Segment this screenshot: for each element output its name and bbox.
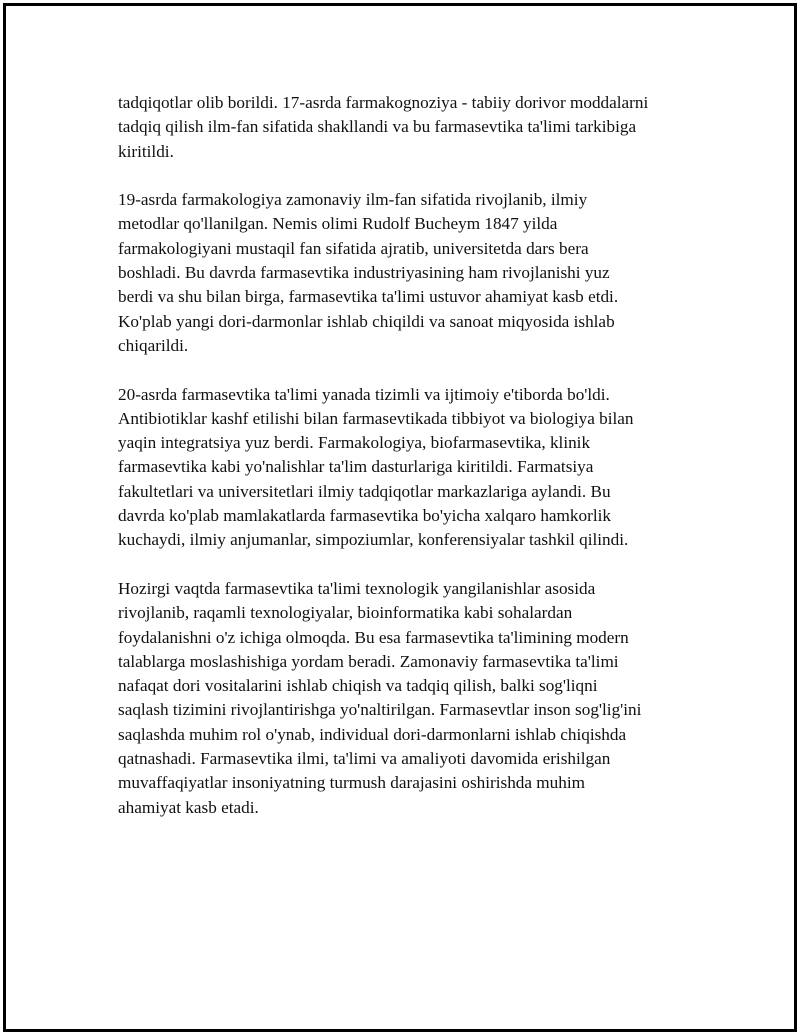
paragraph-3: 20-asrda farmasevtika ta'limi yanada tizimli va ijtimoiy e'tiborda bo'ldi. Antibiotiklar kashf etilishi bilan farmasevtikada tibbiyot va biologiya bilan yaqin integratsiya yuz berdi. Farmakologiya, biofarmasevtika, klinik farmasevtika kabi yo'nalishlar ta'lim dasturlariga kiritildi. Farmatsiya fakultetlari va universitetlari ilmiy tadqiqotlar markazlariga aylandi. Bu davrda ko'plab mamlakatlarda farmasevtika bo'yicha xalqaro hamkorlik kuchaydi, ilmiy anjumanlar, simpoziumlar, konferensiyalar tashkil qilindi. (118, 384, 634, 550)
document-body (118, 91, 708, 844)
paragraph-1: tadqiqotlar olib borildi. 17-asrda farmakognoziya - tabiiy dorivor moddalarni tadqiq qilish ilm-fan sifatida shakllandi va bu farmasevtika ta'limi tarkibiga kiritildi. (118, 93, 649, 161)
paragraph-2: 19-asrda farmakologiya zamonaviy ilm-fan sifatida rivojlanib, ilmiy metodlar qo'llanilgan. Nemis olimi Rudolf Bucheym 1847 yilda farmakologiyani mustaqil fan sifatida ajratib, universitetda dars bera boshladi. Bu davrda farmasevtika industriyasining ham rivojlanishi yuz berdi va shu bilan birga, farmasevtika ta'limi ustuvor ahamiyat kasb etdi. Ko'plab yangi dori-darmonlar ishlab chiqildi va sanoat miqyosida ishlab chiqarildi. (118, 190, 619, 355)
paragraph-4: Hozirgi vaqtda farmasevtika ta'limi texnologik yangilanishlar asosida rivojlanib, raqamli texnologiyalar, bioinformatika kabi sohalardan foydalanishni o'z ichiga olmoqda. Bu esa farmasevtika ta'limining modern talablarga moslashishiga yordam beradi. Zamonaviy farmasevtika ta'limi nafaqat dori vositalarini ishlab chiqish va tadqiq qilish, balki sog'liqni saqlash tizimini rivojlantirishga yo'naltirilgan. Farmasevtlar inson sog'lig'ini saqlashda muhim rol o'ynab, individual dori-darmonlarni ishlab chiqishda qatnashadi. Farmasevtika ilmi, ta'limi va amaliyoti davomida erishilgan muvaffaqiyatlar insoniyatning turmush darajasini oshirishda muhim ahamiyat kasb etadi. (118, 578, 642, 817)
